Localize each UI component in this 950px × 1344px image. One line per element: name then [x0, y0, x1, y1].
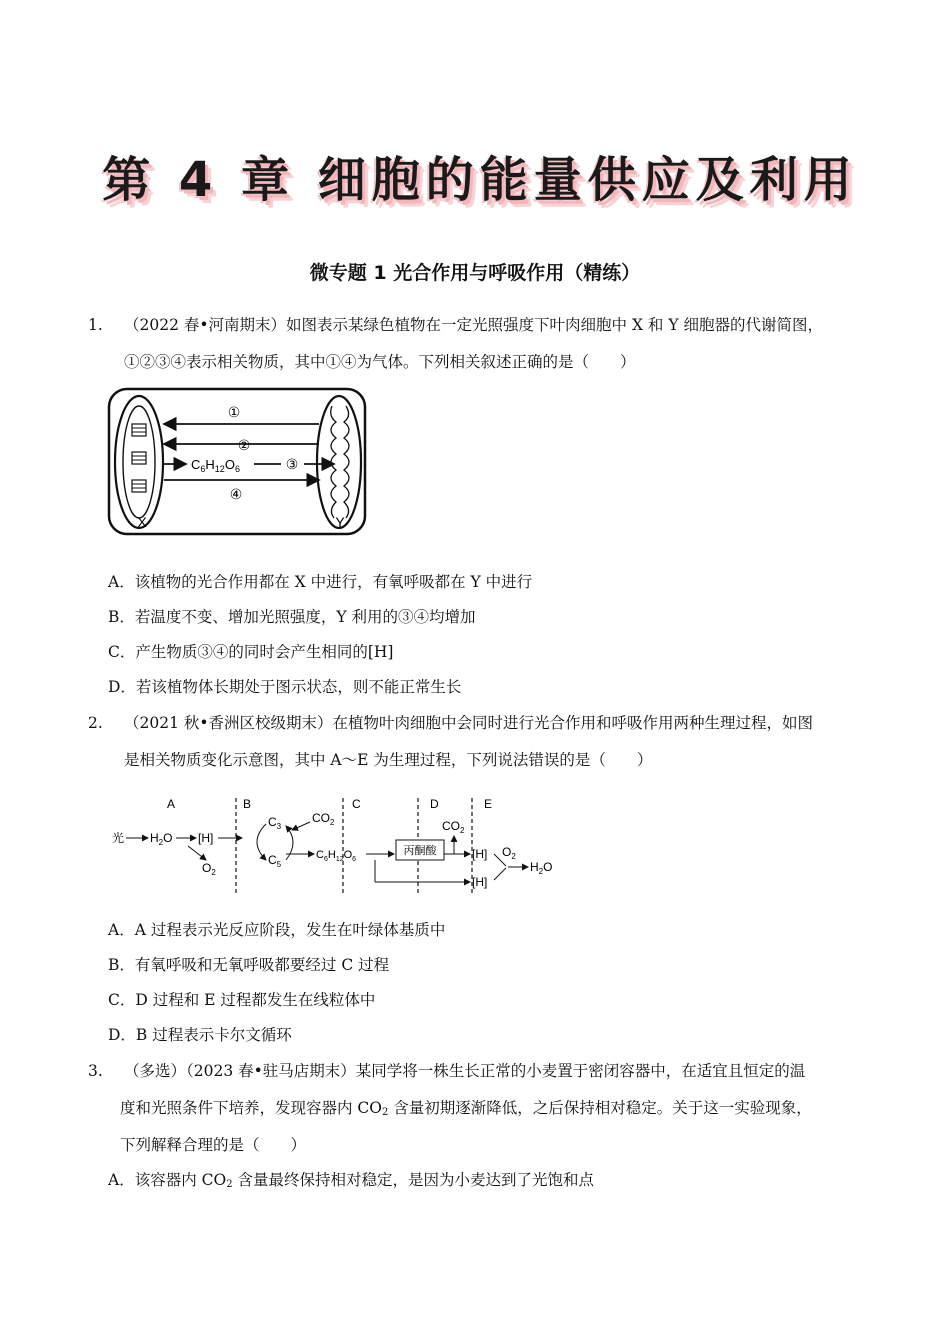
question-2-number: 2. [88, 714, 103, 732]
stage-d: D [430, 797, 439, 811]
question-2-option-d: D．B 过程表示卡尔文循环 [108, 1026, 292, 1044]
section-subtitle: 微专题 1 光合作用与呼吸作用（精练） [309, 262, 641, 284]
label-glucose: $C_6H_{12}O_6$ [191, 457, 240, 474]
label-co2-in: $CO_2$ [312, 811, 335, 827]
stage-a: A [167, 797, 176, 811]
mitochondrion-y [317, 396, 361, 528]
question-2-figure [110, 790, 570, 904]
label-water: $H_2O$ [150, 831, 173, 847]
question-1-number: 1. [88, 316, 103, 334]
question-2-stem-line1: （2021 秋•香洲区校级期末）在植物叶肉细胞中会同时进行光合作用和呼吸作用两种生理过程，如图 [124, 714, 814, 732]
question-2-option-b: B．有氧呼吸和无氧呼吸都要经过 C 过程 [108, 956, 390, 974]
label-glucose-2: $C_6H_{12}O_6$ [316, 849, 357, 863]
stage-b: B [243, 797, 252, 811]
label-c5: $C_5$ [268, 853, 282, 869]
label-co2-out: $CO_2$ [442, 819, 465, 835]
label-x: X [137, 514, 147, 530]
question-3-stem-line1: （多选）（2023 春•驻马店期末）某同学将一株生长正常的小麦置于密闭容器中，在适宜且恒定的温 [124, 1062, 806, 1080]
label-arrow-3: ③ [285, 456, 299, 472]
question-3-option-a: A．该容器内 $CO_2$ 含量最终保持相对稳定，是因为小麦达到了光饱和点 [108, 1171, 595, 1190]
question-3-number: 3. [88, 1062, 103, 1080]
chapter-title: 第 4 章 细胞的能量供应及利用 [102, 152, 858, 208]
question-1-stem-line1: （2022 春•河南期末）如图表示某绿色植物在一定光照强度下叶肉细胞中 X 和 Y 细胞器的代谢简图， [124, 316, 823, 334]
question-1-option-d: D．若该植物体长期处于图示状态，则不能正常生长 [108, 678, 462, 696]
label-light: 光 [112, 831, 125, 845]
label-h-light: [H] [198, 831, 214, 845]
label-h-c: [H] [472, 875, 488, 889]
label-y: Y [335, 514, 345, 530]
question-3-stem-line2: 度和光照条件下培养，发现容器内 $CO_2$ 含量初期逐渐降低，之后保持相对稳定。关于这一实验现象， [120, 1099, 812, 1118]
question-3-stem-line3: 下列解释合理的是（ ） [120, 1136, 307, 1154]
label-arrow-2: ② [237, 437, 251, 453]
label-water-out: $H_2O$ [530, 860, 553, 876]
label-h-d: [H] [472, 847, 488, 861]
label-o2-out: $O_2$ [202, 861, 216, 877]
question-2-option-c: C．D 过程和 E 过程都发生在线粒体中 [108, 991, 376, 1009]
process-diagram [110, 790, 570, 900]
label-c3: $C_3$ [268, 815, 282, 831]
label-pyruvate: 丙酮酸 [403, 845, 437, 857]
question-1-stem-line2: ①②③④表示相关物质，其中①④为气体。下列相关叙述正确的是（ ） [124, 353, 636, 371]
label-arrow-1: ① [227, 404, 241, 420]
question-1-option-c: C．产生物质③④的同时会产生相同的[H] [108, 643, 394, 661]
question-2-option-a: A．A 过程表示光反应阶段，发生在叶绿体基质中 [108, 921, 446, 939]
stage-e: E [484, 797, 493, 811]
stage-c: C [352, 797, 361, 811]
question-1-option-b: B．若温度不变、增加光照强度，Y 利用的③④均增加 [108, 608, 476, 626]
question-2-stem-line2: 是相关物质变化示意图，其中 A～E 为生理过程，下列说法错误的是（ ） [124, 751, 653, 769]
label-o2-in: $O_2$ [502, 845, 516, 861]
organelle-diagram [106, 386, 370, 538]
question-1-figure [106, 386, 370, 542]
question-1-option-a: A．该植物的光合作用都在 X 中进行，有氧呼吸都在 Y 中进行 [108, 573, 533, 591]
label-arrow-4: ④ [229, 486, 243, 502]
